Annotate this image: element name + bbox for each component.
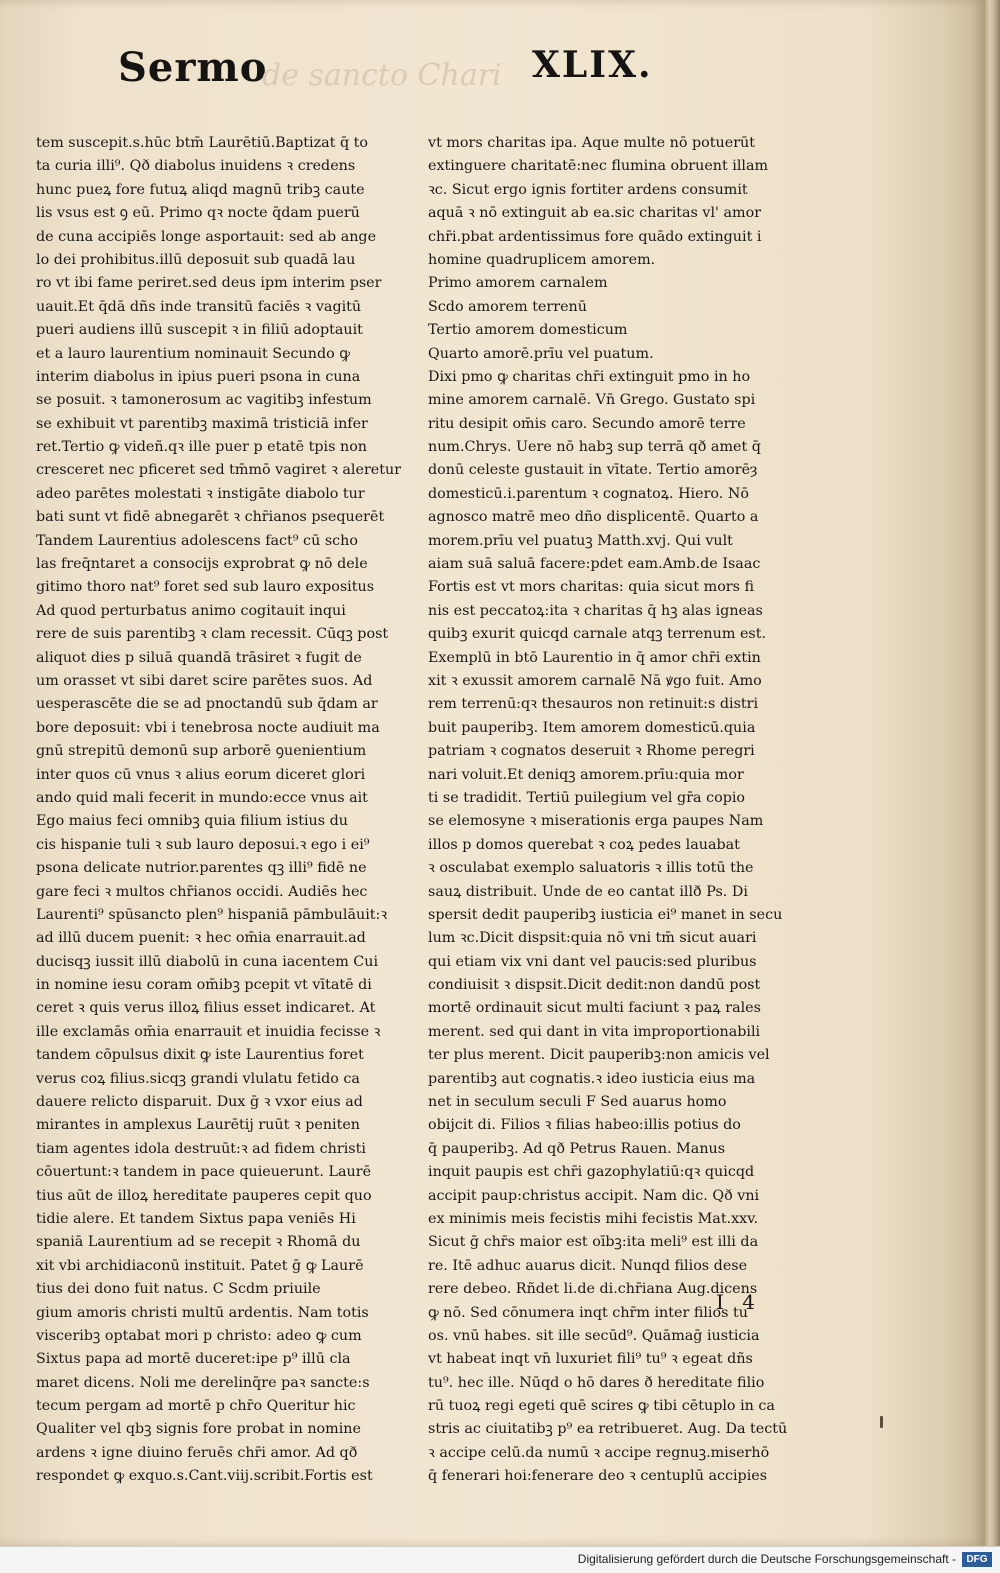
text-line: aquā ꝛ nō extinguit ab ea.sic charitas vl' amor: [428, 205, 762, 222]
text-line: sauꝝ distribuit. Unde de eo cantat illð Ps. Di: [428, 883, 748, 900]
text-line: accipit paup:christus accipit. Nam dic. Qð vni: [428, 1187, 760, 1204]
text-line: ꝛ accipe celū.da numū ꝛ accipe regnuꝫ.miserhō: [428, 1444, 770, 1461]
text-line: lo dei prohibitus.illū deposuit sub quadā lau: [36, 251, 356, 268]
text-line: tiam agentes idola destruūt:ꝛ ad fidem christi: [36, 1140, 366, 1157]
text-line: ex minimis meis fecistis mihi fecistis Mat.xxv.: [428, 1210, 759, 1227]
text-line: illos p domos querebat ꝛ coꝝ pedes lauabat: [428, 836, 740, 853]
text-line: nari voluit.Et deniqꝫ amorem.prīu:quia mor: [428, 766, 744, 783]
text-line: interim diabolus in ipius pueri psona in cuna: [36, 368, 361, 385]
text-line: num.Chrys. Uere nō habꝫ sup terrā qð amet q̄: [428, 439, 761, 456]
text-line: mirantes in amplexus Laurētij ruūt ꝛ peniten: [36, 1117, 361, 1134]
text-line: Sixtus papa ad mortē duceret:ipe p⁹ illū cla: [36, 1351, 351, 1368]
text-line: parentibꝫ aut cognatis.ꝛ ideo iusticia eius ma: [428, 1070, 756, 1087]
text-line: ritu desipit om̄is caro. Secundo amorē terre: [428, 415, 746, 432]
text-line: Ego maius feci omnibꝫ quia filium istius du: [36, 813, 348, 830]
text-line: Quarto amorē.prīu vel puatum.: [428, 345, 654, 362]
text-line: ret.Tertio ꝙ videñ.qꝛ ille puer p etatē tpis non: [36, 439, 368, 456]
text-line: gnū strepitū demonū sup arborē ꝯuenientium: [36, 743, 367, 760]
text-line: tem suscepit.s.hūc btm̄ Laurētiū.Baptizat q̄ to: [36, 135, 369, 151]
text-line: tius aūt de illoꝝ hereditate pauperes cepit quo: [36, 1187, 372, 1204]
signature-mark: I 4: [716, 1290, 761, 1314]
text-line: las freq̄ntaret a consocijs exprobrat ꝙ nō dele: [36, 556, 368, 573]
text-line: quibꝫ exurit quicqd carnale atqꝫ terrenum est.: [428, 626, 767, 643]
text-line: Exemplū in btō Laurentio in q̄ amor chr̄i extin: [428, 649, 761, 666]
text-line: de cuna accipiēs longe asportauit: sed ab ange: [36, 228, 377, 245]
text-line: xit vbi archidiaconū instituit. Patet ḡ ꝙ Laurē: [36, 1257, 364, 1274]
text-line: Tandem Laurentius adolescens fact⁹ cū scho: [36, 532, 358, 549]
text-line: gare feci ꝛ multos chr̄ianos occidi. Audiēs hec: [36, 883, 368, 900]
text-line: re. Itē adhuc auarus dicit. Nunqd filios dese: [428, 1257, 748, 1274]
text-line: mine amorem carnalē. Vn̄ Grego. Gustato spi: [428, 392, 756, 409]
text-line: gium amoris christi multū ardentis. Nam totis: [36, 1304, 369, 1321]
text-line: Scdo amorem terrenū: [428, 298, 587, 315]
text-line: buit pauperibꝫ. Item amorem domesticū.quia: [428, 719, 756, 736]
text-line: inquit paupis est chr̄i gazophylatiū:qꝛ quicqd: [428, 1164, 755, 1181]
text-line: tius dei dono fuit natus. C Scdm priuile: [36, 1281, 321, 1298]
text-line: spersit dedit pauperibꝫ iusticia ei⁹ manet in secu: [428, 906, 783, 923]
text-line: respondet ꝙ exquo.s.Cant.viij.scribit.Fortis est: [36, 1468, 373, 1485]
text-line: q̄ fenerari hoi:fenerare deo ꝛ centuplū accipies: [428, 1468, 768, 1485]
text-line: ducisqꝫ iussit illū diabolū in cuna iacentem Cui: [36, 953, 379, 970]
dfg-logo: DFG: [962, 1552, 992, 1567]
text-line: ille exclamās om̄ia enarrauit et inuidia fecisse ꝛ: [36, 1023, 381, 1040]
text-line: ceret ꝛ quis verus illoꝝ filius esset indicaret. At: [36, 1000, 376, 1017]
text-line: ta curia illi⁹. Qð diabolus inuidens ꝛ credens: [36, 158, 356, 175]
text-line: condiuisit ꝛ dispsit.Dicit dedit:non dandū post: [428, 977, 761, 994]
text-line: dauere relicto disparuit. Dux ḡ ꝛ vxor eius ad: [36, 1094, 363, 1111]
text-line: ti se tradidit. Tertiū puilegium vel gr̄a copio: [428, 789, 746, 806]
text-line: obijcit di. Filios ꝛ filias habeo:illis potius do: [428, 1117, 741, 1134]
text-line: extinguere charitatē:nec flumina obruent illam: [428, 158, 769, 175]
text-line: Fortis est vt mors charitas: quia sicut mors fi: [428, 579, 755, 596]
text-line: ꝙ nō. Sed cōnumera inqt chr̄m inter filios tu: [428, 1304, 748, 1321]
text-line: se exhibuit vt parentibꝫ maximā tristiciā infer: [36, 415, 368, 432]
text-line: tidie alere. Et tandem Sixtus papa veniēs Hi: [36, 1210, 356, 1227]
text-line: Ad quod perturbatus animo cogitauit inqui: [36, 602, 346, 619]
text-line: cis hispanie tuli ꝛ sub lauro deposui.ꝛ ego i ei⁹: [36, 836, 370, 853]
text-line: lis vsus est ꝯ eū. Primo qꝛ nocte q̄dam puerū: [36, 205, 360, 222]
text-line: os. vnū habes. sit ille secūd⁹. Quāmaḡ iusticia: [428, 1327, 760, 1344]
text-line: domesticū.i.parentum ꝛ cognatoꝝ. Hiero. Nō: [428, 485, 749, 502]
text-line: tecum pergam ad mortē p chr̄o Queritur hic: [36, 1398, 356, 1415]
text-column-right: [428, 132, 792, 1489]
text-line: verus coꝝ filius.sicqꝫ grandi vlulatu fetido ca: [36, 1070, 360, 1087]
running-head-faint: de sancto Chari: [262, 58, 502, 93]
text-line: ꝛ osculabat exemplo saluatoris ꝛ illis totū the: [428, 860, 754, 877]
text-line: ando quid mali fecerit in mundo:ecce vnus ait: [36, 789, 368, 806]
text-line: ardens ꝛ igne diuino feruēs chr̄i amor. Ad qð: [36, 1444, 358, 1461]
text-line: vt habeat inqt vn̄ luxuriet fili⁹ tu⁹ ꝛ egeat dñs: [428, 1351, 753, 1368]
text-line: Primo amorem carnalem: [428, 275, 608, 292]
running-head-left: Sermo: [118, 44, 268, 91]
text-line: aiam suā saluā facere:pdet eam.Amb.de Isaac: [428, 556, 761, 573]
text-column-left: [36, 132, 406, 1489]
folio-number: XLIX.: [532, 44, 653, 86]
text-line: psona delicate nutrior.parentes qꝫ illi⁹ fidē ne: [36, 860, 367, 877]
text-line: uesperascēte die se ad pnoctandū sub q̄dam ar: [36, 696, 378, 713]
text-line: donū celeste gustauit in vītate. Tertio amorēȝ: [428, 462, 758, 479]
text-line: adeo parētes molestati ꝛ instigāte diabolo tur: [36, 485, 365, 502]
text-line: stris ac ciuitatibꝫ p⁹ ea retribueret. Aug. Da tectū: [428, 1421, 788, 1438]
text-line: et a lauro laurentium nominauit Secundo ꝙ: [36, 345, 351, 362]
text-line: rere debeo. Rñdet li.de di.chr̄iana Aug.dicens: [428, 1281, 758, 1298]
text-line: gitimo thoro nat⁹ foret sed sub lauro expositus: [36, 579, 375, 596]
text-line: Qualiter vel qbꝫ signis fore probat in nomine: [36, 1421, 361, 1438]
text-line: spaniā Laurentium ad se recepit ꝛ Rhomā du: [36, 1234, 361, 1251]
text-line: tandem cōpulsus dixit ꝙ iste Laurentius foret: [36, 1047, 364, 1064]
text-line: ad illū ducem puenit: ꝛ hec om̄ia enarrauit.ad: [36, 930, 366, 947]
text-line: maret dicens. Noli me derelinq̄re paꝛ sancte:s: [36, 1374, 370, 1391]
text-line: rem terrenū:qꝛ thesauros non retinuit:s distri: [428, 696, 759, 713]
text-line: Sicut ḡ chr̄s maior est oībꝫ:ita meli⁹ est illi da: [428, 1234, 759, 1251]
text-line: net in seculum seculi F Sed auarus homo: [428, 1094, 727, 1111]
text-line: vt mors charitas ipa. Aque multe nō potuerūt: [428, 135, 755, 151]
text-line: cōuertunt:ꝛ tandem in pace quieuerunt. Laurē: [36, 1164, 372, 1181]
text-line: q̄ pauperibꝫ. Ad qð Petrus Rauen. Manus: [428, 1140, 726, 1157]
text-line: cresceret nec pficeret sed tm̄mō vagiret ꝛ aleretur: [36, 462, 402, 479]
text-line: patriam ꝛ cognatos deseruit ꝛ Rhome peregri: [428, 743, 755, 760]
text-line: xit ꝛ exussit amorem carnalē Nā ꝟgo fuit. Amo: [428, 672, 762, 689]
text-line: lum ꝛc.Dicit dispsit:quia nō vni tm̄ sicut auari: [428, 930, 757, 947]
text-line: rū tuoꝝ regi egeti quē scires ꝙ tibi cētuplo in ca: [428, 1398, 775, 1415]
page-edge: [985, 0, 1000, 1546]
text-line: aliquot dies p siluā quandā trāsiret ꝛ fugit de: [36, 649, 362, 666]
text-line: Tertio amorem domesticum: [428, 322, 628, 339]
text-line: Laurenti⁹ spūsancto plen⁹ hispaniā pāmbulāuit:ꝛ: [36, 906, 388, 923]
text-line: chr̄i.pbat ardentissimus fore quādo extinguit i: [428, 228, 762, 245]
text-line: bore deposuit: vbi i tenebrosa nocte audiuit ma: [36, 719, 380, 736]
text-line: uauit.Et q̄dā dñs inde transitū faciēs ꝛ vagitū: [36, 298, 362, 315]
text-line: um orasset vt sibi daret scire parētes suos. Ad: [36, 672, 373, 689]
text-line: inter quos cū vnus ꝛ alius eorum diceret glori: [36, 766, 366, 783]
text-line: qui etiam vix vni dant vel paucis:sed pluribus: [428, 953, 757, 970]
text-line: morem.prīu vel puatuꝫ Matth.xvj. Qui vult: [428, 532, 733, 549]
text-line: rere de suis parentibꝫ ꝛ clam recessit. Cūqꝫ post: [36, 626, 389, 643]
text-line: nis est peccatoꝝ:ita ꝛ charitas q̄ hꝫ alas igneas: [428, 602, 763, 619]
ink-mark: [880, 1416, 883, 1428]
text-line: bati sunt vt fidē abnegarēt ꝛ chr̄ianos psequerēt: [36, 509, 385, 526]
text-line: pueri audiens illū suscepit ꝛ in filiū adoptauit: [36, 322, 363, 339]
text-line: agnosco matrē meo dño displicentē. Quarto a: [428, 509, 759, 526]
text-line: merent. sed qui dant in vita improportionabili: [428, 1023, 761, 1040]
text-line: Dixi pmo ꝙ charitas chr̄i extinguit pmo in ho: [428, 368, 751, 385]
text-line: se posuit. ꝛ tamonerosum ac vagitibꝫ infestum: [36, 392, 372, 409]
footer-bar: [0, 1546, 1000, 1573]
text-line: ꝛc. Sicut ergo ignis fortiter ardens consumit: [428, 181, 748, 198]
text-line: ter plus merent. Dicit pauperibꝫ:non amicis vel: [428, 1047, 770, 1064]
text-line: tu⁹. hec ille. Nūqd o hō dares ð hereditate filio: [428, 1374, 765, 1391]
text-line: mortē ordinauit sicut multi faciunt ꝛ paꝝ rales: [428, 1000, 761, 1017]
text-line: homine quadruplicem amorem.: [428, 251, 656, 268]
text-line: ro vt ibi fame periret.sed deus ipm interim pser: [36, 275, 382, 292]
text-line: se elemosyne ꝛ miserationis erga paupes Nam: [428, 813, 764, 830]
text-line: visceribꝫ optabat mori p christo: adeo ꝙ cum: [36, 1327, 362, 1344]
text-line: hunc pueꝝ fore futuꝝ aliqd magnū tribꝫ caute: [36, 181, 365, 198]
text-line: in nomine iesu coram om̄ibꝫ pcepit vt vītatē di: [36, 977, 372, 994]
footer-credit: Digitalisierung gefördert durch die Deutsche Forschungsgemeinschaft -: [577, 1552, 956, 1566]
